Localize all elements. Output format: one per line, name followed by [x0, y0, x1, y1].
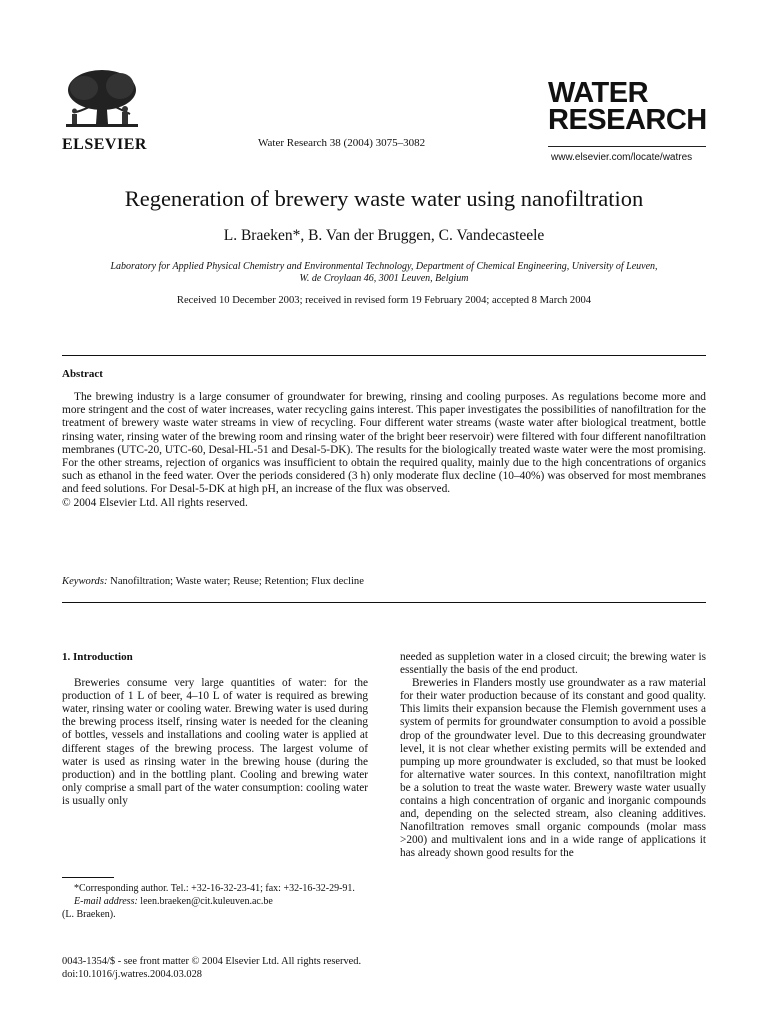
- publisher-name: ELSEVIER: [62, 136, 147, 153]
- abstract-heading: Abstract: [62, 368, 103, 380]
- journal-url[interactable]: www.elsevier.com/locate/watres: [551, 152, 693, 163]
- section-heading: 1. Introduction: [62, 651, 133, 663]
- abstract-body: [62, 391, 706, 510]
- journal-reference: Water Research 38 (2004) 3075–3082: [258, 137, 426, 149]
- divider-top: [62, 355, 706, 356]
- footnote-rule: [62, 877, 114, 878]
- left-column: [62, 651, 368, 808]
- right-column: [400, 651, 706, 861]
- paper-title: Regeneration of brewery waste water using nanofiltration: [124, 186, 644, 211]
- corresponding-author: *Corresponding author. Tel.: +32-16-32-23-41; fax: +32-16-32-29-91.: [74, 883, 355, 894]
- keywords: [62, 576, 364, 587]
- elsevier-logo: [62, 66, 147, 153]
- journal-logo-line1: WATER: [548, 77, 649, 109]
- body-paragraph: Breweries in Flanders mostly use groundwater as a raw material for their water production because of its constant and good quality. This limits their expansion because the Flemish government uses a system of permits for groundwater consumption to avoid a possible drop of the groundwater level. Due to this decreasing groundwater level, it is not clear whether existing permits will be extended and pumping up more groundwater is excluded, so that must be looked for alternative water sources. In this context, nanofiltration might be a solution to treat the waste water. Brewery waste water usually contains a high concentration of organic and inorganic compounds and, depending on the selected stream, also cleaning additives. Nanofiltration removes small organic compounds (molar mass >200) and multivalent ions and in a wide range of applications it has already shown good results for the: [400, 677, 706, 860]
- doi-line[interactable]: doi:10.1016/j.watres.2004.03.028: [62, 969, 202, 980]
- keywords-label: Keywords:: [62, 576, 108, 587]
- email-owner: (L. Braeken).: [62, 909, 116, 920]
- body-paragraph: Breweries consume very large quantities of water: for the production of 1 L of beer, 4–10 L of water is required as brewing water, rinsing water or cooling water. Brewing water is used during the brewing process itself, rinsing water is needed for the cleaning of bottles, vessels and installations and cooling water is applied at different stages of the brewing process. The largest volume of water is used as rinsing water in the brewing house (during the production) and in the bottling plant. Cooling and brewing water only comprise a small part of the water consumption: cooling water is usually only: [62, 677, 368, 807]
- email-line: [62, 895, 368, 908]
- affiliation: [62, 261, 706, 285]
- issn-line: 0043-1354/$ - see front matter © 2004 Elsevier Ltd. All rights reserved.: [62, 956, 362, 967]
- email-address[interactable]: leen.braeken@cit.kuleuven.ac.be: [140, 896, 273, 907]
- journal-logo-line2: RESEARCH: [548, 104, 707, 136]
- footnote: [62, 882, 368, 921]
- page-footer: [62, 955, 361, 981]
- abstract-copyright: © 2004 Elsevier Ltd. All rights reserved.: [62, 496, 248, 509]
- abstract-text: The brewing industry is a large consumer of groundwater for brewing, rinsing and cooling purposes. As regulations become more and more stringent and the cost of water increases, water recycling gains interest. This paper investigates the possibilities of nanofiltration for the treatment of brewery waste water streams in view of recycling. Four different water streams (waste water after biological treatment, bottle rinsing water, rinsing water of the brewing room and rinsing water of the bright beer reservoir) were filtered with four different nanofiltration membranes (UTC-20, UTC-60, Desal-HL-51 and Desal-5-DK). The results for the biologically treated waste water were the most promising. For the other streams, rejection of organics was insufficient to obtain the required quality, mainly due to the high concentrations of organics such as ethanol in the feed water. Over the periods considered (3 h) only moderate flux decline (10–40%) was observed for most membranes and feed solutions. For Desal-5-DK at high pH, an increase of the flux was observed.: [62, 391, 706, 496]
- received-dates: Received 10 December 2003; received in revised form 19 February 2004; accepted 8 March 2004: [176, 295, 592, 306]
- affiliation-line2: W. de Croylaan 46, 3001 Leuven, Belgium: [299, 273, 469, 284]
- journal-logo-rule: [548, 146, 706, 147]
- elsevier-tree-icon: [62, 66, 142, 136]
- divider-bottom: [62, 602, 706, 603]
- authors: L. Braeken*, B. Van der Bruggen, C. Vandecasteele: [223, 227, 545, 244]
- affiliation-line1: Laboratory for Applied Physical Chemistry and Environmental Technology, Department of Chemical Engineering, University of Leuven,: [110, 261, 658, 272]
- body-paragraph: needed as suppletion water in a closed circuit; the brewing water is essentially the basis of the end product.: [400, 651, 706, 677]
- keywords-text: Nanofiltration; Waste water; Reuse; Retention; Flux decline: [110, 576, 364, 587]
- journal-logo: [548, 77, 707, 136]
- email-label: E-mail address:: [74, 896, 138, 907]
